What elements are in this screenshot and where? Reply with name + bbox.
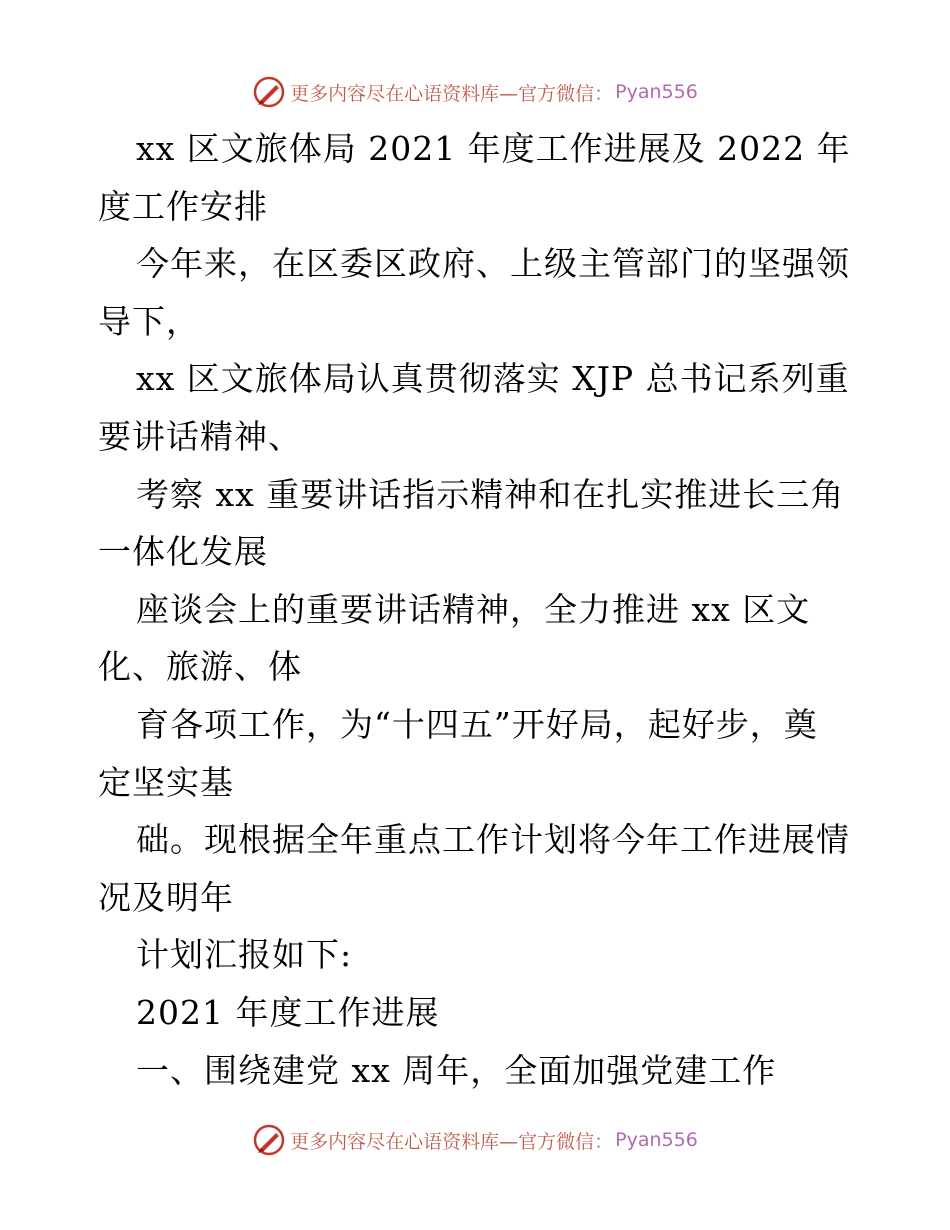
watermark-contact: Pyan556 [615, 1129, 698, 1151]
title-line-1: xx 区文旅体局 2021 年度工作进展及 2022 年 [136, 129, 851, 168]
watermark-text: 更多内容尽在心语资料库—官方微信： [290, 82, 614, 105]
paragraph-line: 化、旅游、体 [98, 647, 302, 687]
watermark-footer [0, 1120, 950, 1160]
paragraph-line: 考察 xx 重要讲话指示精神和在扎实推进长三角 [136, 474, 845, 514]
watermark-contact: Pyan556 [615, 81, 698, 103]
section-heading: 2021 年度工作进展 [136, 992, 440, 1032]
pen-logo-icon [252, 1123, 286, 1157]
paragraph-line: 础。现根据全年重点工作计划将今年工作进展情 [136, 820, 850, 860]
paragraph-line: 育各项工作，为“十四五”开好局，起好步，奠 [136, 704, 818, 744]
document-body [98, 120, 858, 1099]
watermark-header [0, 72, 950, 112]
paragraph-line: 计划汇报如下: [136, 935, 353, 975]
pen-logo-icon [252, 75, 286, 109]
paragraph-line: 一体化发展 [98, 532, 268, 572]
paragraph-line: 要讲话精神、 [98, 416, 302, 456]
paragraph-line: 今年来，在区委区政府、上级主管部门的坚强领 [136, 244, 850, 284]
subsection-heading: 一、围绕建党 xx 周年，全面加强党建工作 [136, 1050, 777, 1090]
paragraph-line: xx 区文旅体局认真贯彻落实 XJP 总书记系列重 [136, 359, 850, 399]
paragraph-line: 况及明年 [98, 877, 234, 917]
watermark-text: 更多内容尽在心语资料库—官方微信： [290, 1130, 614, 1153]
paragraph-line: 座谈会上的重要讲话精神，全力推进 xx 区文 [136, 589, 811, 629]
paragraph-line: 导下， [98, 301, 200, 341]
title-line-2: 度工作安排 [98, 186, 268, 226]
paragraph-line: 定坚实基 [98, 762, 234, 802]
